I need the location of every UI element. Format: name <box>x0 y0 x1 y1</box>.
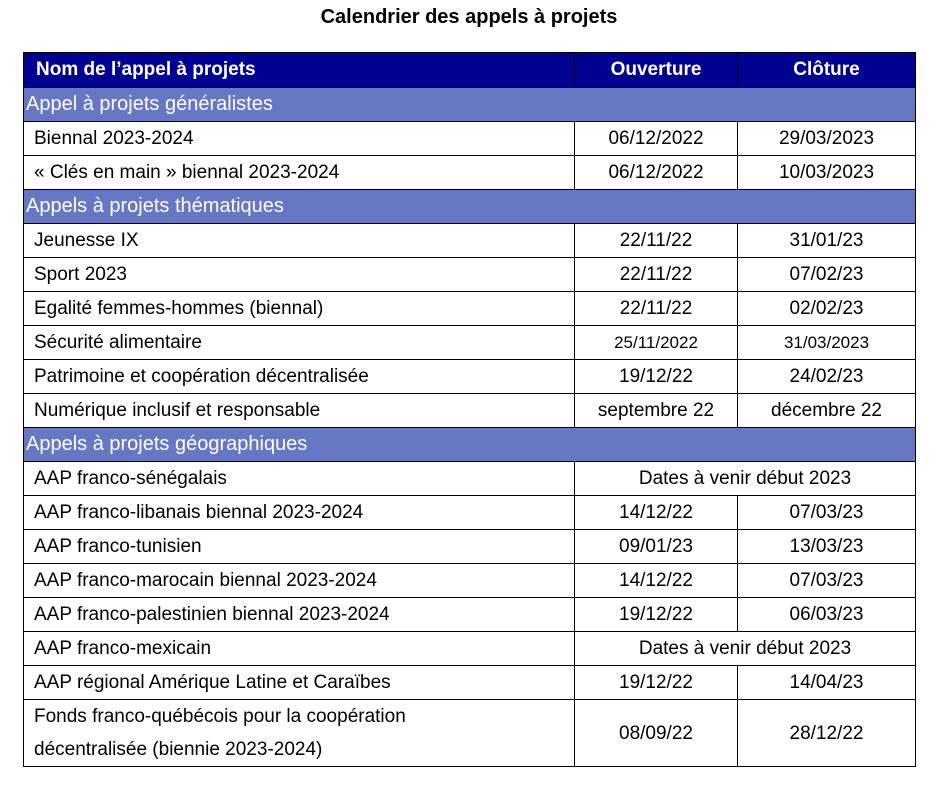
table-row <box>24 632 916 666</box>
row-close: 24/02/23 <box>738 360 916 394</box>
table-row <box>24 394 916 428</box>
row-name: Biennal 2023-2024 <box>24 122 575 156</box>
row-name: AAP franco-tunisien <box>24 530 575 564</box>
row-name: Patrimoine et coopération décentralisée <box>24 360 575 394</box>
row-close: 02/02/23 <box>738 292 916 326</box>
header-open: Ouverture <box>575 53 738 88</box>
row-close: 28/12/22 <box>738 700 916 767</box>
row-open: 14/12/22 <box>575 564 738 598</box>
table-row <box>24 122 916 156</box>
row-name: Sport 2023 <box>24 258 575 292</box>
row-name-line-2: décentralisée (biennie 2023-2024) <box>34 739 323 760</box>
row-open: septembre 22 <box>575 394 738 428</box>
table-row <box>24 326 916 360</box>
row-name: Jeunesse IX <box>24 224 575 258</box>
page-title: Calendrier des appels à projets <box>320 6 618 28</box>
table-header-row <box>24 53 916 88</box>
row-name: AAP franco-mexicain <box>24 632 575 666</box>
section-row <box>24 190 916 224</box>
row-open: 09/01/23 <box>575 530 738 564</box>
row-name: Sécurité alimentaire <box>24 326 575 360</box>
row-name: AAP franco-palestinien biennal 2023-2024 <box>24 598 575 632</box>
row-open: 19/12/22 <box>575 360 738 394</box>
table-row <box>24 258 916 292</box>
row-open: 22/11/22 <box>575 224 738 258</box>
row-open: 19/12/22 <box>575 598 738 632</box>
row-open: 19/12/22 <box>575 666 738 700</box>
section-label-generalistes: Appel à projets généralistes <box>24 88 916 122</box>
row-name: Egalité femmes-hommes (biennal) <box>24 292 575 326</box>
row-close: 07/02/23 <box>738 258 916 292</box>
row-name <box>24 700 575 767</box>
table-row <box>24 530 916 564</box>
row-dates-combined: Dates à venir début 2023 <box>575 462 916 496</box>
table-row <box>24 224 916 258</box>
row-open: 08/09/22 <box>575 700 738 767</box>
row-close: 29/03/2023 <box>738 122 916 156</box>
row-close: 13/03/23 <box>738 530 916 564</box>
table-row <box>24 598 916 632</box>
table-row <box>24 156 916 190</box>
table-row <box>24 496 916 530</box>
row-close: 07/03/23 <box>738 496 916 530</box>
row-close: 14/04/23 <box>738 666 916 700</box>
row-name: AAP régional Amérique Latine et Caraïbes <box>24 666 575 700</box>
table-row <box>24 462 916 496</box>
row-open: 06/12/2022 <box>575 156 738 190</box>
header-name: Nom de l’appel à projets <box>24 53 575 88</box>
row-close: 07/03/23 <box>738 564 916 598</box>
row-name: Numérique inclusif et responsable <box>24 394 575 428</box>
row-open: 06/12/2022 <box>575 122 738 156</box>
section-row <box>24 428 916 462</box>
row-open: 22/11/22 <box>575 258 738 292</box>
row-close: 31/01/23 <box>738 224 916 258</box>
row-dates-combined: Dates à venir début 2023 <box>575 632 916 666</box>
row-close: 10/03/2023 <box>738 156 916 190</box>
table-row <box>24 360 916 394</box>
row-name-line-1: Fonds franco-québécois pour la coopération <box>34 706 406 727</box>
row-open: 25/11/2022 <box>575 326 738 360</box>
row-name: AAP franco-libanais biennal 2023-2024 <box>24 496 575 530</box>
section-label-geographiques: Appels à projets géographiques <box>24 428 916 462</box>
header-close: Clôture <box>738 53 916 88</box>
row-name: « Clés en main » biennal 2023-2024 <box>24 156 575 190</box>
table-row <box>24 564 916 598</box>
calendar-table <box>23 52 916 767</box>
row-close: 06/03/23 <box>738 598 916 632</box>
row-open: 14/12/22 <box>575 496 738 530</box>
row-close: 31/03/2023 <box>738 326 916 360</box>
row-name: AAP franco-marocain biennal 2023-2024 <box>24 564 575 598</box>
row-name: AAP franco-sénégalais <box>24 462 575 496</box>
row-close: décembre 22 <box>738 394 916 428</box>
table-row <box>24 292 916 326</box>
row-open: 22/11/22 <box>575 292 738 326</box>
section-label-thematiques: Appels à projets thématiques <box>24 190 916 224</box>
table-row <box>24 700 916 767</box>
section-row <box>24 88 916 122</box>
table-row <box>24 666 916 700</box>
